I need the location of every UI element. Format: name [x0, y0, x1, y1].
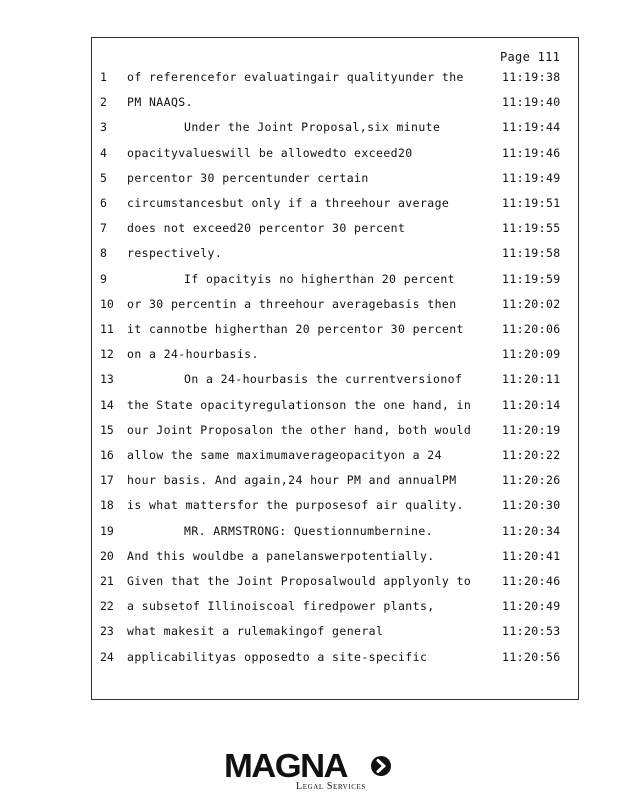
line-timestamp: 11:20:26	[502, 473, 561, 488]
line-timestamp: 11:19:51	[502, 196, 561, 210]
line-number: 16	[100, 448, 114, 462]
transcript-line	[0, 95, 618, 115]
line-text: MR. ARMSTRONG: Questionnumbernine.	[184, 523, 434, 538]
line-number: 5	[100, 170, 107, 185]
line-timestamp: 11:20:41	[502, 548, 561, 563]
page-number: Page 111	[500, 50, 561, 64]
line-number: 13	[100, 372, 114, 387]
line-number: 24	[100, 649, 114, 664]
transcript-line	[0, 498, 618, 518]
transcript-line	[0, 423, 618, 443]
line-timestamp: 11:19:38	[502, 70, 561, 84]
transcript-line	[0, 196, 618, 216]
line-number: 4	[100, 145, 107, 160]
line-text: a subsetof Illinoiscoal firedpower plants,	[127, 599, 435, 614]
line-timestamp: 11:20:53	[502, 624, 561, 639]
line-text: our Joint Proposalon the other hand, both would	[127, 422, 472, 437]
line-number: 14	[100, 397, 114, 412]
transcript-line	[0, 70, 618, 90]
line-number: 17	[100, 473, 114, 488]
line-text: of referencefor evaluatingair qualityunder the	[127, 70, 464, 84]
line-timestamp: 11:20:49	[502, 599, 561, 614]
transcript-line	[0, 624, 618, 644]
line-timestamp: 11:19:44	[502, 120, 561, 135]
chevron-right-circle-icon	[370, 755, 392, 777]
line-timestamp: 11:20:09	[502, 347, 561, 362]
transcript-line	[0, 221, 618, 241]
line-timestamp: 11:20:56	[502, 649, 561, 664]
line-text: what makesit a rulemakingof general	[127, 624, 384, 639]
transcript-line	[0, 549, 618, 569]
line-timestamp: 11:20:30	[502, 498, 561, 513]
line-number: 10	[100, 296, 114, 311]
transcript-line	[0, 372, 618, 392]
line-timestamp: 11:19:49	[502, 170, 561, 185]
line-number: 2	[100, 95, 107, 110]
line-timestamp: 11:20:46	[502, 574, 561, 588]
line-number: 20	[100, 548, 114, 563]
line-text: circumstancesbut only if a threehour average	[127, 196, 450, 210]
line-text: is what mattersfor the purposesof air quality.	[127, 498, 464, 513]
line-timestamp: 11:20:34	[502, 523, 561, 538]
line-text: Under the Joint Proposal,six minute	[184, 120, 441, 135]
transcript-line	[0, 246, 618, 266]
line-number: 6	[100, 196, 107, 210]
line-number: 8	[100, 246, 107, 261]
line-number: 15	[100, 422, 114, 437]
line-timestamp: 11:19:59	[502, 271, 561, 286]
line-text: applicabilityas opposedto a site-specific	[127, 649, 428, 664]
line-timestamp: 11:19:46	[502, 145, 561, 160]
transcript-line	[0, 322, 618, 342]
transcript-line	[0, 448, 618, 468]
line-timestamp: 11:20:19	[502, 422, 561, 437]
line-timestamp: 11:19:55	[502, 221, 561, 236]
line-number: 19	[100, 523, 114, 538]
line-number: 22	[100, 599, 114, 614]
transcript-line	[0, 297, 618, 317]
logo-wordmark: MAGNA	[224, 747, 348, 784]
line-text: hour basis. And again,24 hour PM and annualPM	[127, 473, 457, 488]
transcript-line	[0, 650, 618, 670]
line-number: 18	[100, 498, 114, 513]
line-text: If opacityis no higherthan 20 percent	[184, 271, 455, 286]
line-timestamp: 11:20:22	[502, 448, 561, 462]
line-text: on a 24-hourbasis.	[127, 347, 259, 362]
line-text: or 30 percentin a threehour averagebasis then	[127, 296, 457, 311]
transcript-line	[0, 574, 618, 594]
line-text: And this wouldbe a panelanswerpotentially.	[127, 548, 435, 563]
line-text: it cannotbe higherthan 20 percentor 30 percent	[127, 322, 464, 336]
line-text: does not exceed20 percentor 30 percent	[127, 221, 406, 236]
line-number: 9	[100, 271, 107, 286]
transcript-line	[0, 398, 618, 418]
line-timestamp: 11:20:14	[502, 397, 561, 412]
line-timestamp: 11:20:02	[502, 296, 561, 311]
transcript-line	[0, 473, 618, 493]
line-timestamp: 11:19:58	[502, 246, 561, 261]
line-timestamp: 11:20:11	[502, 372, 561, 387]
transcript-line	[0, 120, 618, 140]
transcript-line	[0, 524, 618, 544]
line-number: 7	[100, 221, 107, 236]
line-number: 21	[100, 574, 114, 588]
transcript-line	[0, 171, 618, 191]
line-text: opacityvalueswill be allowedto exceed20	[127, 145, 413, 160]
line-number: 12	[100, 347, 114, 362]
magna-logo	[224, 748, 399, 794]
line-text: respectively.	[127, 246, 223, 261]
logo-subtitle: Legal Services	[296, 781, 366, 792]
line-timestamp: 11:20:06	[502, 322, 561, 336]
line-text: On a 24-hourbasis the currentversionof	[184, 372, 463, 387]
line-text: percentor 30 percentunder certain	[127, 170, 369, 185]
line-text: Given that the Joint Proposalwould applyonly to	[127, 574, 472, 588]
transcript-line	[0, 599, 618, 619]
line-text: allow the same maximumaverageopacityon a 24	[127, 448, 442, 462]
transcript-line	[0, 146, 618, 166]
line-text: the State opacityregulationson the one hand, in	[127, 397, 472, 412]
line-text: PM NAAQS.	[127, 95, 193, 110]
line-number: 3	[100, 120, 107, 135]
line-number: 11	[100, 322, 114, 336]
transcript-line	[0, 272, 618, 292]
transcript-line	[0, 347, 618, 367]
line-timestamp: 11:19:40	[502, 95, 561, 110]
line-number: 1	[100, 70, 107, 84]
line-number: 23	[100, 624, 114, 639]
